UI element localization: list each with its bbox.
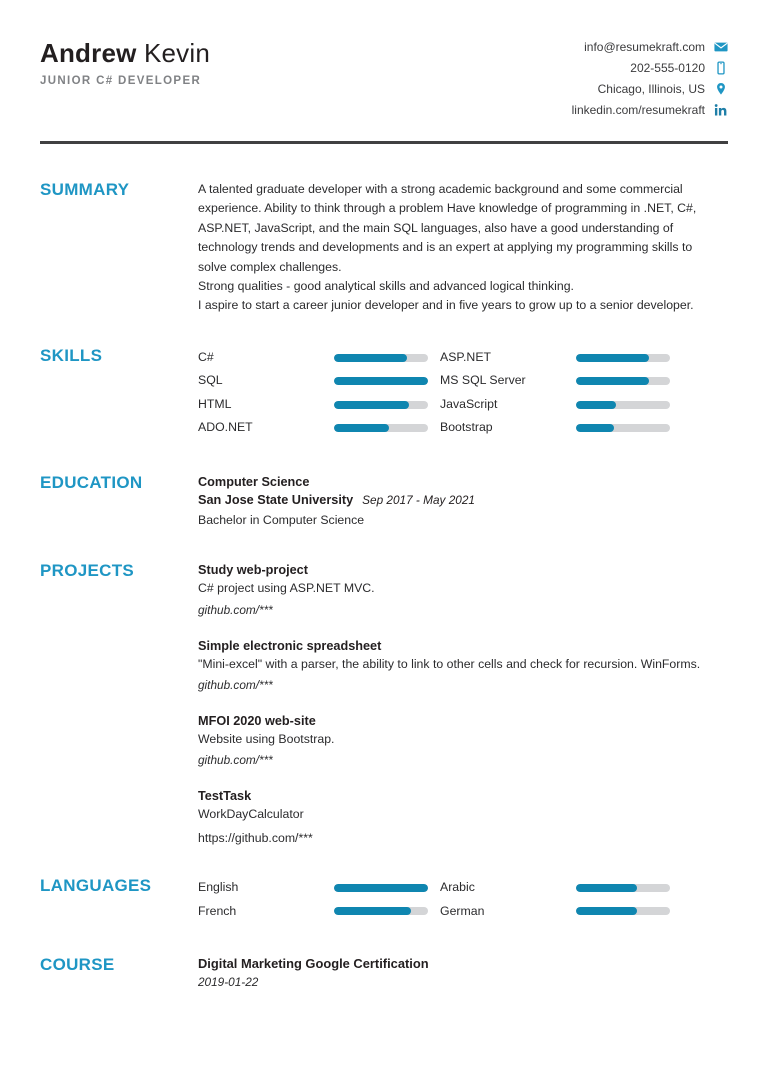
skills-heading: SKILLS: [40, 345, 103, 365]
project-item: [198, 712, 728, 769]
contact-linkedin-text: linkedin.com/resumekraft: [571, 103, 705, 117]
skill-bar: [334, 377, 428, 385]
envelope-icon: [714, 40, 728, 54]
education-heading: EDUCATION: [40, 472, 143, 492]
language-bar: [576, 907, 670, 915]
contact-location-text: Chicago, Illinois, US: [597, 82, 705, 96]
language-bar-fill: [334, 907, 411, 915]
skill-bar-fill: [334, 424, 389, 432]
skills-section: [40, 346, 728, 440]
projects-body: [198, 561, 728, 847]
language-bar: [334, 907, 428, 915]
project-title: MFOI 2020 web-site: [198, 713, 316, 728]
resume-header: [40, 0, 728, 117]
course-heading: COURSE: [40, 955, 115, 975]
skill-bar: [334, 424, 428, 432]
education-dates: Sep 2017 - May 2021: [362, 493, 475, 508]
contact-location: [598, 82, 728, 96]
project-title: Simple electronic spreadsheet: [198, 638, 382, 653]
project-item: [198, 787, 728, 847]
phone-icon: [714, 61, 728, 75]
contact-linkedin[interactable]: [572, 103, 728, 117]
course-name: Digital Marketing Google Certification: [198, 956, 429, 972]
languages-section: [40, 876, 728, 923]
skill-bar-fill: [576, 377, 649, 385]
contact-email[interactable]: [584, 40, 728, 54]
language-label: Arabic: [440, 880, 475, 895]
skill-bar: [576, 424, 670, 432]
projects-heading: PROJECTS: [40, 561, 135, 581]
summary-heading: SUMMARY: [40, 180, 130, 199]
header-divider: [40, 141, 728, 144]
contact-phone-text: 202-555-0120: [630, 61, 705, 75]
skill-label: Bootstrap: [440, 420, 493, 435]
project-link[interactable]: github.com/***: [198, 677, 273, 692]
contact-phone[interactable]: [630, 61, 728, 75]
project-title: Study web-project: [198, 563, 308, 578]
summary-paragraph: A talented graduate developer with a strong academic background and some commercial experience. Ability to think through a problem Have knowledge of programming in .NET, C#, ASP.NET, JavaScript, and the main SQL languages, also have a good understanding of technology trends and developments and is an expert at applying my programming skills to solve complex challenges.: [198, 182, 697, 274]
languages-body: [198, 876, 728, 923]
course-body: [198, 955, 728, 991]
skill-label: MS SQL Server: [440, 373, 526, 388]
project-link[interactable]: github.com/***: [198, 602, 273, 617]
projects-section: [40, 561, 728, 847]
summary-body: [198, 180, 728, 316]
job-title: JUNIOR C# DEVELOPER: [40, 75, 202, 87]
skill-bar-fill: [576, 401, 616, 409]
skill-label: ADO.NET: [198, 420, 253, 435]
language-label: English: [198, 880, 239, 895]
project-title: TestTask: [198, 788, 252, 803]
skill-bar: [576, 354, 670, 362]
location-pin-icon: [714, 82, 728, 96]
project-description: WorkDayCalculator: [198, 806, 304, 821]
languages-grid: [198, 876, 728, 923]
skill-label: JavaScript: [440, 396, 498, 411]
education-degree: Computer Science: [198, 474, 310, 489]
education-detail: Bachelor in Computer Science: [198, 512, 365, 527]
language-bar: [334, 884, 428, 892]
language-label: German: [440, 903, 485, 918]
first-name: Andrew: [40, 38, 137, 68]
identity-block: [40, 34, 210, 87]
summary-paragraph: I aspire to start a career junior developer and in five years to grow up to a senior developer.: [198, 298, 694, 313]
skills-grid: [198, 346, 728, 440]
language-bar: [576, 884, 670, 892]
project-description: Website using Bootstrap.: [198, 731, 335, 746]
candidate-name: [40, 38, 210, 68]
course-section: [40, 955, 728, 991]
education-section: [40, 473, 728, 530]
language-bar-fill: [334, 884, 428, 892]
project-description: C# project using ASP.NET MVC.: [198, 581, 375, 596]
summary-text: [198, 180, 718, 316]
language-label: French: [198, 903, 237, 918]
contact-list: [572, 34, 728, 117]
skill-bar-fill: [334, 354, 407, 362]
language-bar-fill: [576, 907, 637, 915]
skill-bar-fill: [576, 424, 614, 432]
linkedin-icon: [714, 103, 728, 117]
project-description: "Mini-excel" with a parser, the ability to link to other cells and check for recursion. WinForms.: [198, 656, 701, 671]
education-school: San Jose State University: [198, 493, 354, 508]
skill-bar-fill: [334, 401, 409, 409]
education-body: [198, 473, 728, 530]
skill-bar: [576, 401, 670, 409]
last-name: Kevin: [143, 38, 211, 68]
languages-heading: LANGUAGES: [40, 876, 152, 896]
summary-paragraph: Strong qualities - good analytical skills and advanced logical thinking.: [198, 279, 574, 294]
skills-body: [198, 346, 728, 440]
skill-label: ASP.NET: [440, 349, 492, 364]
course-date: 2019-01-22: [198, 974, 259, 989]
skill-bar-fill: [576, 354, 649, 362]
skill-bar: [576, 377, 670, 385]
language-bar-fill: [576, 884, 637, 892]
skill-label: C#: [198, 349, 214, 364]
project-item: [198, 561, 728, 618]
project-link[interactable]: https://github.com/***: [198, 831, 313, 846]
skill-bar: [334, 401, 428, 409]
skill-bar: [334, 354, 428, 362]
contact-email-text: info@resumekraft.com: [584, 40, 705, 54]
project-link[interactable]: github.com/***: [198, 752, 273, 767]
project-item: [198, 637, 728, 694]
summary-section: [40, 180, 728, 316]
skill-label: HTML: [198, 396, 232, 411]
education-school-line: [198, 491, 728, 510]
skill-bar-fill: [334, 377, 428, 385]
skill-label: SQL: [198, 373, 223, 388]
